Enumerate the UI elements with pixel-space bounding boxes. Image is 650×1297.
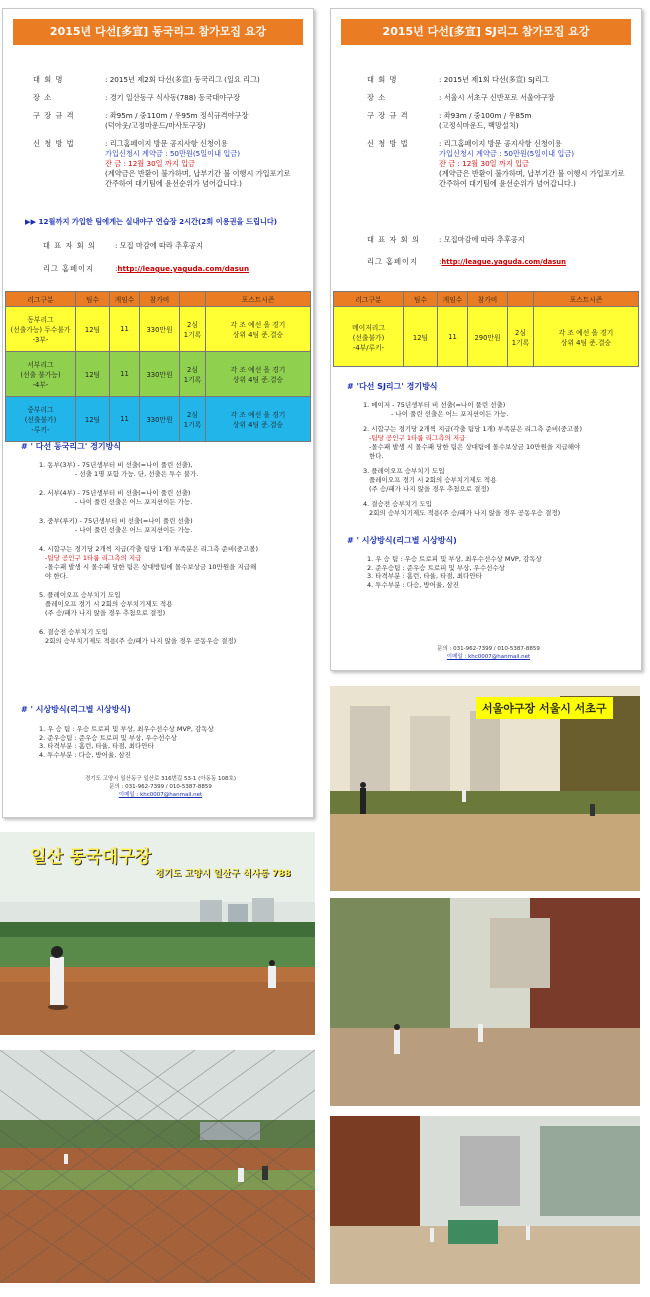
- left-footer: 경기도 고양시 일산동구 일산로 316번길 53-1 (아동동 108호) 문의 : 031-962-7399 / 010-5387-8859 이메일 : khc0007@hanmail.net: [85, 776, 236, 798]
- left-awards: 1. 우 승 팀 : 우승 트로피 및 부상, 최우수선수상 MVP, 감독상 2. 준우승팀 : 준우승 트로피 및 부상, 우수선수상 3. 타격부분 : 홈런, 타율, 타점, 최다안타 4. 투수부분 : 다승, 방어율, 삼진: [39, 725, 214, 759]
- left-rep: 대 표 자 회 의 : 모집 마감에 따라 추후공지: [43, 241, 203, 250]
- ilsan-field-address: 경기도 고양시 일산구 식사동 788: [155, 869, 291, 879]
- right-rules: 1. 메이저 - 75년생부터 비 선출(=나이 풀린 선출) - 나이 풀린 선출은 어느 포지션이든 가능. 2. 시합구는 경기당 2개씩 지급(각출 팀당 1개) 부족분은 리그측 준비(중고볼) -팀당 공인구 1타룹 리그측의 지급 -몰수패 발생 시 몰수패 당한 팀은 상대팀에 몰수보상금 10만원을 지급해야 한다. 3. 플레이오프 승부치기 도입 플레이오프 경기 시 2회의 승부치기제도 적용 (주 승/패가 나지 않을 경우 추첨으로 결정) 4. 결승전 승부치기 도입 2회의 승부치기제도 적용(주 승/패가 나지 않을 경우 공동우승 결정): [363, 401, 583, 517]
- seoul-field-photo-3: [330, 1116, 640, 1284]
- left-home: 리그 홈페이지 : http://league.yaguda.com/dasun: [43, 264, 250, 273]
- right-rep: 대 표 자 회 의 : 모집마감에 따라 추후공지: [367, 235, 525, 244]
- right-section-rules: # '다선 SJ리그' 경기방식: [347, 382, 438, 391]
- seoul-field-title: 서울야구장 서울시 서초구: [476, 697, 613, 719]
- right-info: 대 회 명 : 2015년 제1회 다선(多宣) SJ리그 장 소 : 서울시 서초구 신반포로 서울야구장 구 장 규 격 : 좌93m / 중100m / 우85m (고정식마운드, 백망설치) 신 청 방 법 : 리그홈페이지 방문 공지사항 신청이용 가입신청시 계약금 : 50만원(5일이내 입금) 잔 금 : 12월 30일 까지 입금 (계약금은 반환이 불가하며, 납부기간 불 이행시 가입포기로 간주하여 대기팀에 윤선순위가 넘어갑니다.): [367, 75, 625, 188]
- left-league-poster: [2, 8, 314, 818]
- table-row: 중부리그 (선출불가) -루키- 12팀 11 330만원 2심 1기록 각 조 예선 을 경기 상위 4팀 준.결승: [6, 397, 311, 442]
- left-info: 대 회 명 : 2015년 제2회 다선(多宣) 동국리그 (일요 리그) 장 소 : 경기 일산동구 식사동(788) 동국대야구장 구 장 규 격 : 좌95m / 중110m / 우95m 정식규격야구장 (덕아웃/고정마운드/마사토구장) 신 청 방 법 : 리그홈페이지 방문 공지사항 신청이용 가입신청시 계약금 : 50만원(5일이내 입금) 잔 금 : 12월 30일 까지 입금 (계약금은 반환이 불가하며, 납부기간 불 이행시 가입포기로 간주하여 대기팀에 윤선순위가 넘어갑니다.): [33, 75, 291, 188]
- right-league-table: 리그구분 팀수 게임수 참가비 포스트시즌 메이저리그 (선출불가) -4부/루키- 12팀 11 290만원 2심 1기록 각 조 예선 을 경기 상위 4팀 준.결승: [333, 291, 639, 367]
- right-footer: 문의 : 031-962-7399 / 010-5387-8859 이메일 : khc0007@hanmail.net: [437, 646, 540, 660]
- left-promo: ▶▶ 12월까지 가입한 팀에게는 실내야구 연습장 2시간(2회 이용권을 드립니다): [25, 217, 278, 226]
- ilsan-field-title: 일산 동국대구장: [30, 847, 151, 867]
- table-row: 동부리그 (선출가능) 두수불가 -3부- 12팀 11 330만원 2심 1기록 각 조 예선 을 경기 상위 4팀 준.결승: [6, 307, 311, 352]
- left-section-awards: # ' 시상방식(리그별 시상방식): [21, 705, 131, 714]
- right-home-link[interactable]: http://league.yaguda.com/dasun: [441, 258, 566, 266]
- right-awards: 1. 우 승 팀 : 우승 트로피 및 부상, 최우수선수상 MVP, 감독상 2. 준우승팀 : 준우승 트로피 및 부상, 우수선수상 3. 타격부분 : 홈런, 타율, 타점, 최다안타 4. 투수부분 : 다승, 방어율, 삼진: [367, 555, 542, 589]
- right-poster-title: 2015년 다선[多宣] SJ리그 참가모집 요강: [341, 19, 631, 45]
- right-section-awards: # ' 시상방식(리그별 시상방식): [347, 536, 457, 545]
- right-league-poster: [330, 8, 642, 671]
- ilsan-field-photo-2: [0, 1050, 315, 1283]
- left-league-table: 리그구분 팀수 게임수 참가비 포스트시즌 동부리그 (선출가능) 두수불가 -3부- 12팀 11 330만원 2심 1기록 각 조 예선 을 경기 상위 4팀 준.결승 서부리그 (선출 불가능) -4부- 12팀 11 330만원 2심 1기록 각 조 예선 을 경기 상위 4팀 준.결승 중부리그 (선출불가) -루키- 12팀 11 330만원 2심 1기록 각 조 예선 을 경기 상위 4팀 준.결승: [5, 291, 311, 442]
- table-row: 서부리그 (선출 불가능) -4부- 12팀 11 330만원 2심 1기록 각 조 예선 을 경기 상위 4팀 준.결승: [6, 352, 311, 397]
- left-section-rules: # ' 다선 동국리그' 경기방식: [21, 442, 122, 451]
- table-row: 메이저리그 (선출불가) -4부/루키- 12팀 11 290만원 2심 1기록 각 조 예선 을 경기 상위 4팀 준.결승: [334, 307, 639, 367]
- left-rules: 1. 동부(3부) - 75년생부터 비 선출(=나이 풀린 선출), - 선출 1명 포함 가능. 단, 선출은 투수 불가. 2. 서부(4부) - 75년생부터 비 선출(=나이 풀린 선출) - 나이 풀린 선출은 어느 포지션이든 가능. 3. 중부(루키) - 75년생부터 비 선출(=나이 풀린 선출) - 나이 풀린 선출은 어느 포지션이든 가능. 4. 시합구는 경기당 2개씩 지급(각출 팀당 1개) 부족분은 리그측 준비(중고볼) -팀당 공인구 1타룹 리그측의 지급 -몰수패 발생 시 몰수패 당한 팀은 상대방팀에 몰수보상금 10만원을 지급해 야 한다. 5. 플레이오프 승부치기 도입 플레이오프 경기 시 2회의 승부치기제도 적용 (주 승/패가 나지 않을 경우 추첨으로 결정) 6. 결승전 승부치기 도입 2회의 승부치기제도 적용(주 승/패가 나지 않을 경우 공동우승 결정): [39, 461, 259, 645]
- left-poster-title: 2015년 다선[多宣] 동국리그 참가모집 요강: [13, 19, 303, 45]
- seoul-field-photo-2: [330, 898, 640, 1106]
- right-home: 리그 홈페이지 : http://league.yaguda.com/dasun: [367, 257, 566, 266]
- left-home-link[interactable]: http://league.yaguda.com/dasun: [117, 264, 250, 273]
